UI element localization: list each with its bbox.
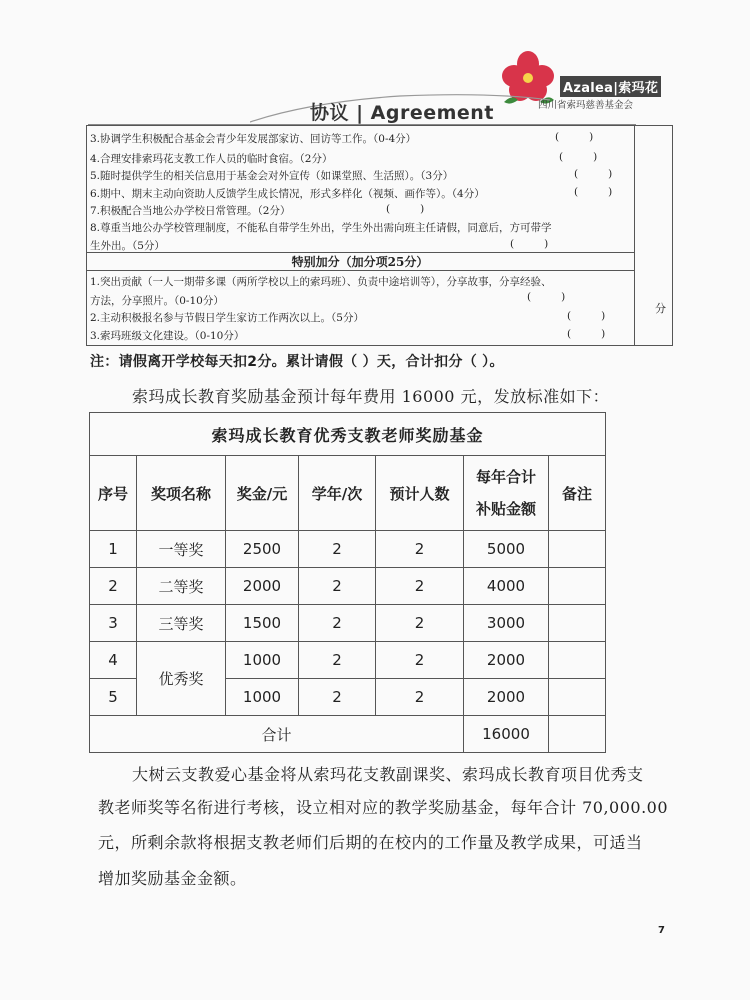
col-header-total-line1: 每年合计 <box>475 468 536 486</box>
closing-line: 大树云支教爱心基金将从索玛花支教副课奖、索玛成长教育项目优秀支 <box>132 765 644 784</box>
cell-bonus: 1000 <box>226 642 299 679</box>
cell-no: 1 <box>90 531 137 568</box>
cell-name: 二等奖 <box>137 568 226 605</box>
closing-line: 教老师奖等名衔进行考核，设立相对应的教学奖励基金，每年合计 70,000.00 <box>98 798 669 817</box>
cell-people: 2 <box>376 531 464 568</box>
col-header-people: 预计人数 <box>376 456 464 531</box>
bonus-line: 2.主动积极报名参与节假日学生家访工作两次以上。（5分） <box>90 312 364 324</box>
cell-total: 5000 <box>464 531 549 568</box>
score-blank: ( ) <box>555 131 594 143</box>
rule-line: 4.合理安排索玛花支教工作人员的临时食宿。（2分） <box>90 153 333 165</box>
col-header-remark: 备注 <box>549 456 606 531</box>
cell-name: 优秀奖 <box>137 642 226 716</box>
table-row <box>90 531 606 568</box>
cell-times: 2 <box>299 568 376 605</box>
logo-brand: Azalea|索玛花 <box>560 76 661 97</box>
cell-people: 2 <box>376 642 464 679</box>
cell-total: 2000 <box>464 642 549 679</box>
cell-remark <box>549 642 606 679</box>
rule-line: 7.积极配合当地公办学校日常管理。（2分） <box>90 205 291 217</box>
rule-line: 生外出。（5分） <box>90 240 165 252</box>
rule-line: 8.尊重当地公办学校管理制度，不能私自带学生外出，学生外出需向班主任请假，同意后，方可带学 <box>90 222 552 234</box>
cell-times: 2 <box>299 642 376 679</box>
rule-line: 5.随时提供学生的相关信息用于基金会对外宣传（如课堂照、生活照）。（3分） <box>90 170 454 182</box>
cell-no: 4 <box>90 642 137 679</box>
leave-note: 注：请假离开学校每天扣2分。累计请假（ ）天，合计扣分（ ）。 <box>90 354 504 370</box>
sum-remark <box>549 716 606 753</box>
cell-remark <box>549 679 606 716</box>
cell-no: 5 <box>90 679 137 716</box>
cell-name: 一等奖 <box>137 531 226 568</box>
col-header-total <box>464 456 549 531</box>
cell-people: 2 <box>376 605 464 642</box>
col-header-total-line2: 补贴金额 <box>475 500 536 518</box>
page-number: 7 <box>658 925 665 936</box>
cell-people: 2 <box>376 679 464 716</box>
cell-bonus: 1000 <box>226 679 299 716</box>
cell-people: 2 <box>376 568 464 605</box>
rule-line: 3.协调学生积极配合基金会青少年发展部家访、回访等工作。（0-4分） <box>90 133 417 145</box>
cell-remark <box>549 605 606 642</box>
award-table <box>89 412 606 753</box>
cell-bonus: 2500 <box>226 531 299 568</box>
cell-total: 4000 <box>464 568 549 605</box>
intro-paragraph: 索玛成长教育奖励基金预计每年费用 16000 元，发放标准如下： <box>132 387 610 406</box>
rule-line: 6.期中、期末主动向资助人反馈学生成长情况，形式多样化（视频、画作等）。（4分） <box>90 188 485 200</box>
cell-times: 2 <box>299 605 376 642</box>
cell-times: 2 <box>299 679 376 716</box>
cell-remark <box>549 568 606 605</box>
award-table-caption: 索玛成长教育优秀支教老师奖励基金 <box>90 413 606 456</box>
row-divider <box>86 270 634 271</box>
bonus-section-title: 特别加分（加分项25分） <box>291 255 429 269</box>
score-blank: ( ) <box>567 328 606 340</box>
score-blank: ( ) <box>559 151 598 163</box>
page-title: 协议 | Agreement <box>310 102 494 124</box>
sum-label: 合计 <box>90 716 464 753</box>
closing-line: 增加奖励基金金额。 <box>98 869 247 888</box>
col-header-name: 奖项名称 <box>137 456 226 531</box>
score-blank: ( ) <box>510 238 549 250</box>
cell-no: 3 <box>90 605 137 642</box>
col-header-bonus: 奖金/元 <box>226 456 299 531</box>
logo-org-name: 四川省索玛慈善基金会 <box>538 100 634 111</box>
closing-line: 元，所剩余款将根据支教老师们后期的在校内的工作量及教学成果，可适当 <box>98 833 643 852</box>
table-row <box>90 568 606 605</box>
col-header-no: 序号 <box>90 456 137 531</box>
bonus-line: 方法，分享照片。（0-10分） <box>90 295 224 307</box>
rules-score-column <box>634 125 673 346</box>
col-header-times: 学年/次 <box>299 456 376 531</box>
cell-bonus: 1500 <box>226 605 299 642</box>
table-row <box>90 605 606 642</box>
bonus-line: 3.索玛班级文化建设。（0-10分） <box>90 330 245 342</box>
cell-name: 三等奖 <box>137 605 226 642</box>
score-blank: ( ) <box>574 168 613 180</box>
cell-total: 2000 <box>464 679 549 716</box>
table-sum-row <box>90 716 606 753</box>
score-label: 分 <box>655 302 666 315</box>
score-blank: ( ) <box>527 291 566 303</box>
cell-remark <box>549 531 606 568</box>
score-blank: ( ) <box>567 310 606 322</box>
score-blank: ( ) <box>386 203 425 215</box>
table-row <box>90 642 606 679</box>
bonus-line: 1.突出贡献（一人一期带多课（两所学校以上的索玛班）、负责中途培训等），分享故事，分享经验、 <box>90 276 552 288</box>
cell-total: 3000 <box>464 605 549 642</box>
sum-value: 16000 <box>464 716 549 753</box>
score-blank: ( ) <box>574 186 613 198</box>
cell-no: 2 <box>90 568 137 605</box>
cell-bonus: 2000 <box>226 568 299 605</box>
cell-times: 2 <box>299 531 376 568</box>
